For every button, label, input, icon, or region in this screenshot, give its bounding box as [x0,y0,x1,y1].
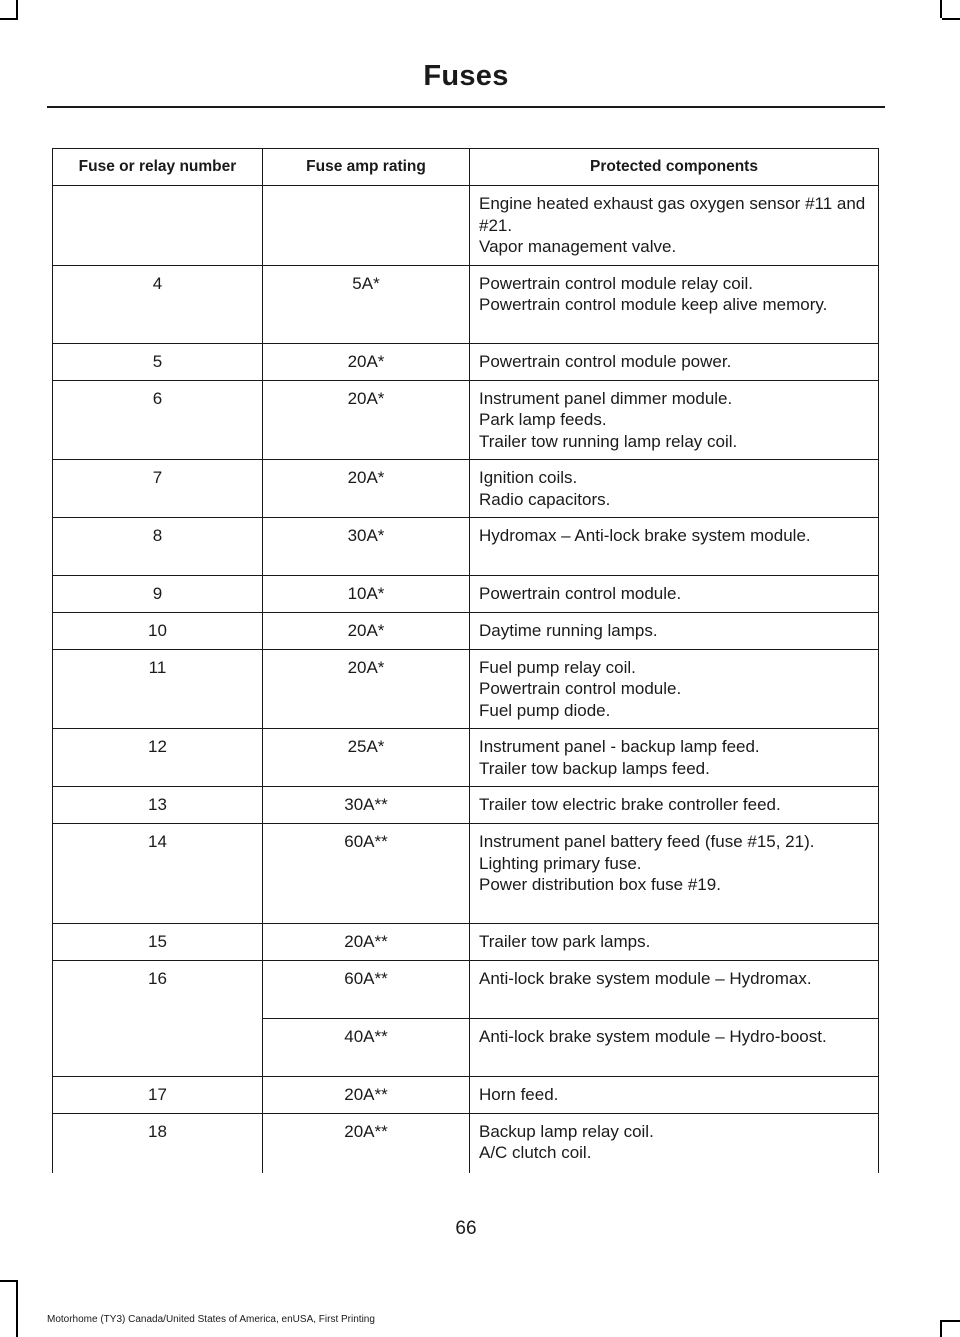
amp-rating-cell: 20A* [263,343,470,380]
crop-mark [0,18,18,20]
component-line: Vapor management valve. [479,237,677,256]
amp-rating-cell: 60A** [263,960,470,1018]
protected-components-cell [470,576,879,613]
table-row [53,1113,879,1173]
fuse-number-cell: 4 [53,265,263,343]
table-row [53,380,879,460]
component-line: Park lamp feeds. [479,410,607,429]
header-protected-components: Protected components [470,149,879,186]
fuse-number-cell: 5 [53,343,263,380]
amp-rating-cell: 20A* [263,612,470,649]
fuse-number-cell: 10 [53,612,263,649]
page-number: 66 [455,1218,477,1239]
protected-components-cell [470,186,879,266]
table-row [53,518,879,576]
table-row [53,576,879,613]
table-row [53,924,879,961]
component-line: Powertrain control module. [479,584,682,603]
amp-rating-cell: 20A* [263,380,470,460]
amp-rating-cell: 5A* [263,265,470,343]
protected-components-cell [470,787,879,824]
protected-components-cell [470,380,879,460]
protected-components-cell [470,960,879,1018]
component-line: Lighting primary fuse. [479,853,642,873]
table-row [53,265,879,343]
crop-mark [0,1280,18,1282]
table-row [53,612,879,649]
fuse-number-cell: 15 [53,924,263,961]
protected-components-cell [470,824,879,924]
fuse-number-cell: 16 [53,960,263,1076]
table-row [53,824,879,924]
amp-rating-cell: 20A** [263,1113,470,1173]
amp-rating-cell: 20A** [263,924,470,961]
amp-rating-cell: 10A* [263,576,470,613]
title-divider [47,106,885,108]
component-line: Trailer tow running lamp relay coil. [479,431,738,451]
component-line: Ignition coils. [479,468,578,487]
protected-components-cell [470,460,879,518]
component-line: Power distribution box fuse #19. [479,875,721,894]
component-line: Backup lamp relay coil. [479,1121,654,1141]
component-line: Daytime running lamps. [479,620,658,640]
component-line: Powertrain control module. [479,679,682,698]
fuse-table [52,148,879,1173]
component-line: Powertrain control module keep alive memory. [479,295,828,314]
component-line: Powertrain control module power. [479,351,732,371]
protected-components-cell [470,729,879,787]
table-row [53,186,879,266]
component-line: Anti-lock brake system module – Hydromax. [479,968,812,988]
crop-mark [16,1280,18,1337]
footer-text: Motorhome (TY3) Canada/United States of America, enUSA, First Printing [47,1314,375,1325]
amp-rating-cell: 60A** [263,824,470,924]
component-line: Fuel pump diode. [479,700,611,720]
component-line: Fuel pump relay coil. [479,657,636,677]
crop-mark [940,0,942,18]
table-body [53,186,879,1174]
amp-rating-cell: 20A** [263,1076,470,1113]
table-row [53,787,879,824]
table-header-row [53,149,879,186]
component-line: Engine heated exhaust gas oxygen sensor #11 and #21. [479,194,866,235]
table-row [53,960,879,1018]
component-line: Instrument panel - backup lamp feed. [479,737,760,756]
protected-components-cell [470,1018,879,1076]
fuse-number-cell: 13 [53,787,263,824]
protected-components-cell [470,612,879,649]
fuse-number-cell: 7 [53,460,263,518]
amp-rating-cell: 25A* [263,729,470,787]
protected-components-cell [470,924,879,961]
component-line: Horn feed. [479,1084,559,1104]
table-row [53,649,879,729]
fuse-number-cell: 18 [53,1113,263,1173]
table-row [53,460,879,518]
component-line: Trailer tow backup lamps feed. [479,758,710,778]
component-line: Radio capacitors. [479,489,611,509]
fuse-number-cell: 6 [53,380,263,460]
table-row [53,343,879,380]
amp-rating-cell [263,186,470,266]
component-line: Instrument panel dimmer module. [479,388,733,408]
component-line: Trailer tow park lamps. [479,932,651,951]
component-line: A/C clutch coil. [479,1143,592,1162]
protected-components-cell [470,343,879,380]
protected-components-cell [470,649,879,729]
table-row [53,1076,879,1113]
fuse-number-cell: 17 [53,1076,263,1113]
protected-components-cell [470,1113,879,1173]
crop-mark [16,0,18,18]
amp-rating-cell: 40A** [263,1018,470,1076]
component-line: Trailer tow electric brake controller feed. [479,795,781,814]
component-line: Anti-lock brake system module – Hydro-boost. [479,1026,827,1046]
fuse-number-cell: 11 [53,649,263,729]
protected-components-cell [470,518,879,576]
amp-rating-cell: 20A* [263,460,470,518]
protected-components-cell [470,265,879,343]
page-title: Fuses [423,60,509,92]
fuse-number-cell: 12 [53,729,263,787]
header-amp-rating: Fuse amp rating [263,149,470,186]
fuse-number-cell [53,186,263,266]
component-line: Hydromax – Anti-lock brake system module. [479,526,811,545]
crop-mark [940,1320,942,1337]
table-row [53,729,879,787]
protected-components-cell [470,1076,879,1113]
header-fuse-number: Fuse or relay number [53,149,263,186]
amp-rating-cell: 30A* [263,518,470,576]
fuse-number-cell: 8 [53,518,263,576]
amp-rating-cell: 20A* [263,649,470,729]
fuse-number-cell: 9 [53,576,263,613]
fuse-number-cell: 14 [53,824,263,924]
crop-mark [942,18,960,20]
component-line: Instrument panel battery feed (fuse #15, 21). [479,832,815,851]
crop-mark [942,1320,960,1322]
amp-rating-cell: 30A** [263,787,470,824]
component-line: Powertrain control module relay coil. [479,273,754,293]
